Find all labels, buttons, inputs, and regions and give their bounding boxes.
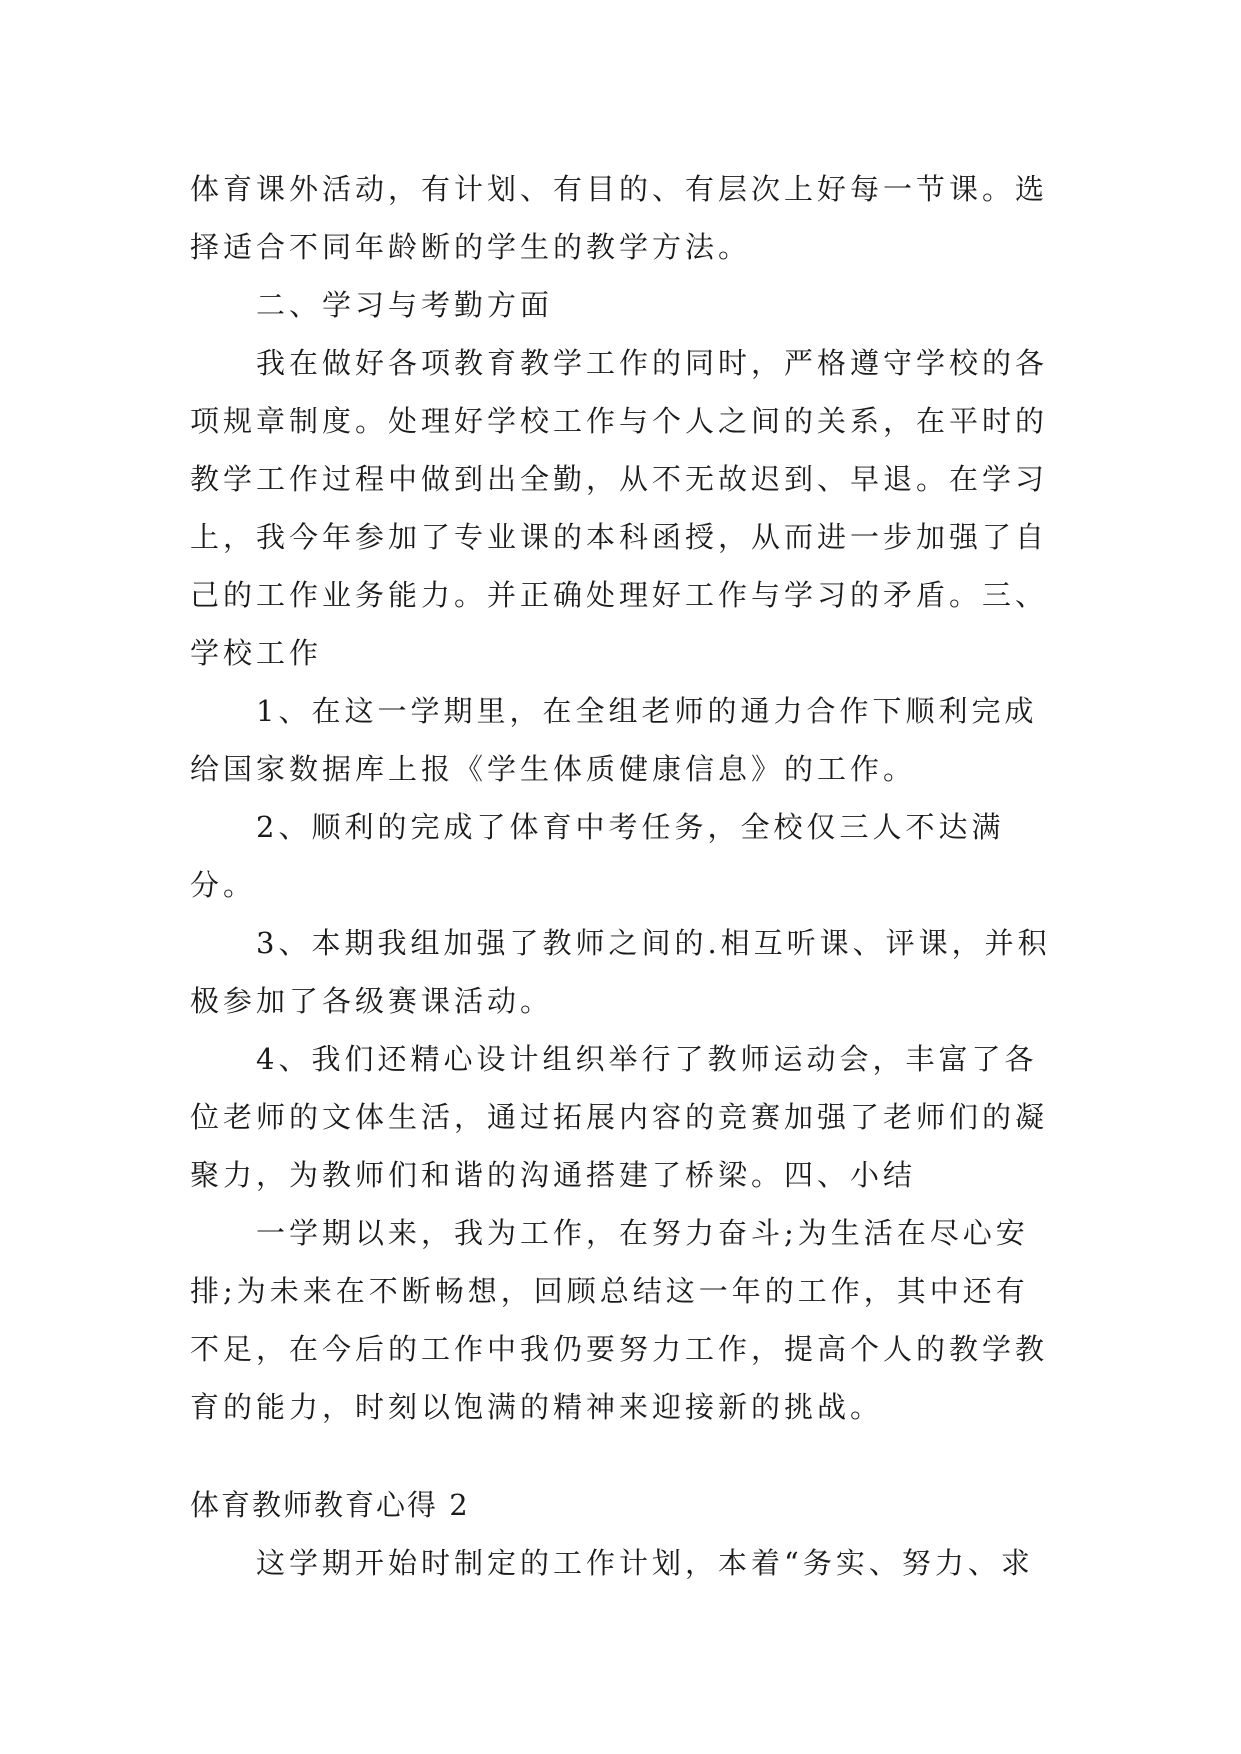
summary-paragraph: 一学期以来，我为工作，在努力奋斗;为生活在尽心安排;为未来在不断畅想，回顾总结这一年的工作，其中还有不足，在今后的工作中我仍要努力工作，提高个人的教学教育的能力，时刻以饱满的精神来迎接新的挑战。 xyxy=(190,1216,1049,1424)
list-item-4: 4、我们还精心设计组织举行了教师运动会，丰富了各位老师的文体生活，通过拓展内容的竞赛加强了老师们的凝聚力，为教师们和谐的沟通搭建了桥梁。四、小结 xyxy=(190,1042,1049,1192)
paragraph-2: 我在做好各项教育教学工作的同时，严格遵守学校的各项规章制度。处理好学校工作与个人之间的关系，在平时的教学工作过程中做到出全勤，从不无故迟到、早退。在学习上，我今年参加了专业课的本科函授，从而进一步加强了自己的工作业务能力。并正确处理好工作与学习的矛盾。三、学校工作 xyxy=(190,346,1049,670)
list-item-3: 3、本期我组加强了教师之间的.相互听课、评课，并积极参加了各级赛课活动。 xyxy=(190,926,1051,1018)
list-item-2: 2、顺利的完成了体育中考任务，全校仅三人不达满分。 xyxy=(190,810,1005,902)
section-title: 体育教师教育心得 2 xyxy=(190,1488,470,1522)
last-paragraph: 这学期开始时制定的工作计划，本着“务实、努力、求 xyxy=(256,1546,1034,1580)
subheading-study-attendance: 二、学习与考勤方面 xyxy=(256,288,554,322)
paragraph-1: 体育课外活动，有计划、有目的、有层次上好每一节课。选择适合不同年龄断的学生的教学方法。 xyxy=(190,172,1049,264)
list-item-1: 1、在这一学期里，在全组老师的通力合作下顺利完成给国家数据库上报《学生体质健康信息》的工作。 xyxy=(190,694,1038,786)
document-body xyxy=(190,160,1060,1592)
